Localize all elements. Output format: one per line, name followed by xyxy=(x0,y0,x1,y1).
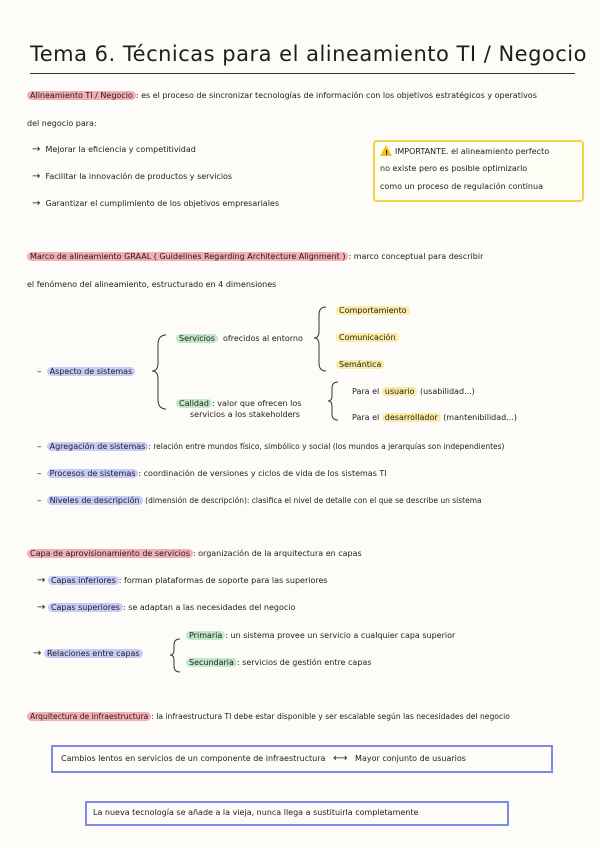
brace-aspecto xyxy=(150,333,170,413)
brace-calidad xyxy=(326,380,342,424)
list-item: – Procesos de sistemas : coordinación de versiones y ciclos de vida de los sistemas TI xyxy=(37,469,387,479)
dash-icon: – xyxy=(37,496,42,506)
term-semantica: Semántica xyxy=(336,360,384,369)
term-inferiores: Capas inferiores xyxy=(48,576,119,585)
servicios-item: Servicios ofrecidos al entorno xyxy=(176,333,303,345)
dash-icon: – xyxy=(37,442,42,452)
definition-capa: Capa de aprovisionamiento de servicios : organización de la arquitectura en capas xyxy=(27,548,362,560)
double-arrow-icon: ⟷ xyxy=(333,753,348,764)
arrow-icon: → xyxy=(32,198,41,209)
list-item: → Garantizar el cumplimiento de los objetivos empresariales xyxy=(32,198,280,209)
technology-note-box: La nueva tecnología se añade a la vieja, nunca llega a sustituirla completamente xyxy=(85,801,509,826)
arrow-icon: → xyxy=(32,171,41,182)
term-aspecto: Aspecto de sistemas xyxy=(47,367,136,376)
list-item: – Agregación de sistemas : relación entre mundos físico, simbólico y social (los mundos a jerarquías son independientes) xyxy=(37,442,505,452)
list-item xyxy=(33,648,143,660)
definition-continuation: el fenómeno del alineamiento, estructurado en 4 dimensiones xyxy=(27,280,277,289)
important-note-box: ! IMPORTANTE. el alineamiento perfecto no existe pero es posible optimizarlo como un proceso de regulación continua xyxy=(373,140,584,202)
term-servicios: Servicios xyxy=(176,334,218,343)
calidad-item: Calidad : valor que ofrecen los xyxy=(176,398,301,410)
term-usuario: usuario xyxy=(382,387,418,396)
term-comunicacion: Comunicación xyxy=(336,333,399,342)
term-graal: Marco de alineamiento GRAAL ( Guidelines Regarding Architecture Alignment ) xyxy=(27,252,348,261)
definition-graal: Marco de alineamiento GRAAL ( Guidelines Regarding Architecture Alignment ) : marco conceptual para describir xyxy=(27,251,483,263)
term-infraestructura: Arquitectura de infraestructura xyxy=(27,712,151,721)
important-label: IMPORTANTE xyxy=(395,147,447,156)
title-divider xyxy=(30,73,575,74)
list-item: – Niveles de descripción (dimensión de descripción): clasifica el nivel de detalle con el que se describe un sistema xyxy=(37,496,482,506)
primaria-item: Primaria : un sistema provee un servicio a cualquier capa superior xyxy=(186,630,455,642)
definition-continuation: del negocio para: xyxy=(27,119,97,128)
term-relaciones: Relaciones entre capas xyxy=(44,649,143,658)
brace-relaciones xyxy=(168,637,184,675)
term-niveles: Niveles de descripción xyxy=(47,496,143,505)
term-secundaria: Secundaria xyxy=(186,658,237,667)
term-capa: Capa de aprovisionamiento de servicios xyxy=(27,549,193,558)
list-item: → Facilitar la innovación de productos y servicios xyxy=(32,171,233,182)
term-comportamiento: Comportamiento xyxy=(336,306,410,315)
list-item xyxy=(37,366,135,378)
warning-icon: ! xyxy=(380,145,392,156)
list-item: → Mejorar la eficiencia y competitividad xyxy=(32,144,196,155)
secundaria-item: Secundaria : servicios de gestión entre capas xyxy=(186,657,371,669)
dash-icon: – xyxy=(37,367,42,377)
list-item: → Capas superiores : se adaptan a las necesidades del negocio xyxy=(37,602,296,613)
definition-alineamiento: Alineamiento TI / Negocio : es el proceso de sincronizar tecnologías de información con los objetivos estratégicos y operativos xyxy=(27,90,537,102)
infrastructure-box: Cambios lentos en servicios de un componente de infraestructura ⟷ Mayor conjunto de usuarios xyxy=(51,745,553,773)
term-alineamiento: Alineamiento TI / Negocio xyxy=(27,91,136,100)
term-calidad: Calidad xyxy=(176,399,212,408)
dash-icon: – xyxy=(37,469,42,479)
desarrollador-item: Para el desarrollador (mantenibilidad...) xyxy=(352,413,517,422)
arrow-icon: → xyxy=(37,602,46,613)
arrow-icon: → xyxy=(32,144,41,155)
page-title: Tema 6. Técnicas para el alineamiento TI / Negocio xyxy=(30,42,587,66)
arrow-icon: → xyxy=(37,575,46,586)
arrow-icon: → xyxy=(33,648,42,659)
definition-infraestructura: Arquitectura de infraestructura : la infraestructura TI debe estar disponible y ser escalable según las necesidades del negocio xyxy=(27,711,510,723)
usuario-item: Para el usuario (usabilidad...) xyxy=(352,387,475,396)
term-procesos: Procesos de sistemas xyxy=(47,469,139,478)
list-item: → Capas inferiores : forman plataformas de soporte para las superiores xyxy=(37,575,328,586)
term-superiores: Capas superiores xyxy=(48,603,123,612)
term-desarrollador: desarrollador xyxy=(382,413,441,422)
term-primaria: Primaria xyxy=(186,631,225,640)
term-agregacion: Agregación de sistemas xyxy=(47,442,149,451)
brace-servicios xyxy=(312,305,332,375)
